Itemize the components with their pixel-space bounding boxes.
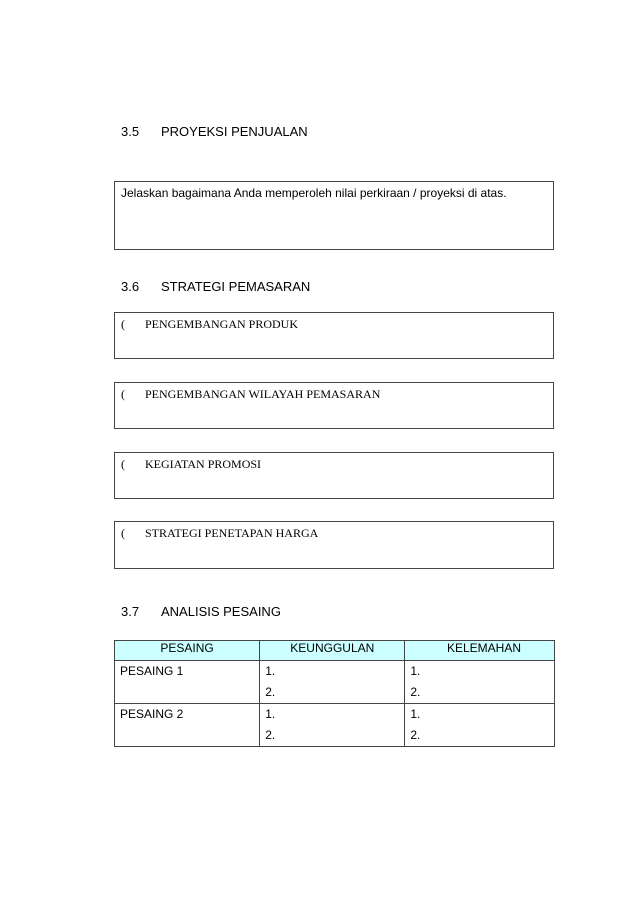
section-36-heading xyxy=(121,279,310,294)
list-item: 2. xyxy=(265,685,276,699)
list-item: 2. xyxy=(265,728,276,742)
checkbox-paren: ( xyxy=(121,387,125,401)
header-strength: KEUNGGULAN xyxy=(260,641,405,661)
list-item: 2. xyxy=(410,685,421,699)
section-number: 3.7 xyxy=(121,604,140,619)
checkbox-paren: ( xyxy=(121,526,125,540)
section-title: STRATEGI PEMASARAN xyxy=(161,279,311,294)
strategy-box-pricing[interactable] xyxy=(114,521,554,569)
list-item: 1. xyxy=(265,707,276,721)
section-title: ANALISIS PESAING xyxy=(161,604,281,619)
weakness-cell[interactable] xyxy=(405,704,555,747)
table-header-row xyxy=(115,641,555,661)
strength-cell[interactable] xyxy=(260,661,405,704)
strategy-box-region[interactable] xyxy=(114,382,554,429)
section-number: 3.5 xyxy=(121,124,140,139)
strategy-box-promotion[interactable] xyxy=(114,452,554,499)
header-weakness: KELEMAHAN xyxy=(405,641,555,661)
strategy-label: KEGIATAN PROMOSI xyxy=(145,457,262,471)
list-item: 1. xyxy=(410,664,421,678)
section-title: PROYEKSI PENJUALAN xyxy=(161,124,308,139)
competitor-table xyxy=(114,640,555,747)
section-35-heading xyxy=(121,124,308,139)
checkbox-paren: ( xyxy=(121,457,125,471)
explanation-box[interactable] xyxy=(114,181,554,250)
section-37-heading xyxy=(121,604,281,619)
section-number: 3.6 xyxy=(121,279,140,294)
weakness-cell[interactable] xyxy=(405,661,555,704)
strategy-label: PENGEMBANGAN PRODUK xyxy=(145,317,299,331)
strength-cell[interactable] xyxy=(260,704,405,747)
header-competitor: PESAING xyxy=(115,641,260,661)
list-item: 1. xyxy=(410,707,421,721)
table-row xyxy=(115,704,555,747)
checkbox-paren: ( xyxy=(121,317,125,331)
competitor-name: PESAING 2 xyxy=(115,704,260,747)
strategy-label: PENGEMBANGAN WILAYAH PEMASARAN xyxy=(145,387,381,401)
list-item: 1. xyxy=(265,664,276,678)
explanation-prompt: Jelaskan bagaimana Anda memperoleh nilai perkiraan / proyeksi di atas. xyxy=(121,186,507,200)
list-item: 2. xyxy=(410,728,421,742)
table-row xyxy=(115,661,555,704)
strategy-box-product[interactable] xyxy=(114,312,554,359)
strategy-label: STRATEGI PENETAPAN HARGA xyxy=(145,526,319,540)
competitor-name: PESAING 1 xyxy=(115,661,260,704)
